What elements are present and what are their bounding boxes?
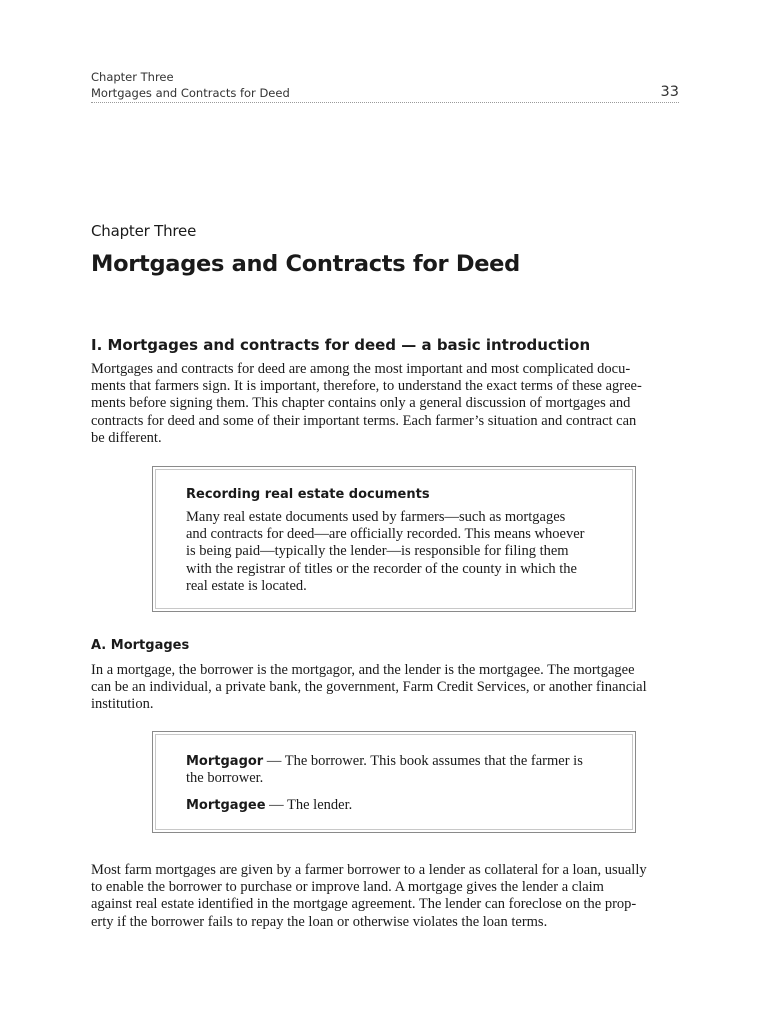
section-heading: I. Mortgages and contracts for deed — a basic introduction: [91, 336, 591, 354]
mortgagor-term: Mortgagor: [186, 754, 264, 769]
chapter-number-label: Chapter Three: [91, 222, 197, 240]
paragraph-line: be different.: [91, 429, 162, 446]
page-number: 33: [660, 84, 679, 100]
paragraph-line: contracts for deed and some of their important terms. Each farmer’s situation and contract can: [91, 412, 637, 429]
paragraph-line: erty if the borrower fails to repay the loan or otherwise violates the loan terms.: [91, 913, 548, 930]
paragraph-line: can be an individual, a private bank, the government, Farm Credit Services, or another financial: [91, 679, 647, 696]
header-chapter-subtitle: Mortgages and Contracts for Deed: [91, 86, 290, 100]
definition-line: [186, 753, 583, 770]
mortgagor-definition: [186, 753, 583, 787]
mortgagee-term: Mortgagee: [186, 798, 266, 813]
definition-line: [186, 797, 352, 814]
sidebar-line: Many real estate documents used by farmers—such as mortgages: [186, 509, 566, 525]
paragraph-line: In a mortgage, the borrower is the mortgagor, and the lender is the mortgagee. The mortgagee: [91, 662, 635, 678]
definitions-box: [152, 731, 636, 833]
recording-sidebar-box: [152, 466, 636, 612]
paragraph-line: Most farm mortgages are given by a farmer borrower to a lender as collateral for a loan, usually: [91, 862, 647, 878]
running-header: [91, 69, 679, 103]
intro-paragraph: [91, 361, 681, 447]
paragraph-line: ments before signing them. This chapter contains only a general discussion of mortgages and: [91, 395, 631, 412]
paragraph-line: against real estate identified in the mortgage agreement. The lender can foreclose on the prop-: [91, 896, 637, 913]
mortgagee-definition: [186, 797, 352, 814]
paragraph-line: ments that farmers sign. It is important, therefore, to understand the exact terms of these agree-: [91, 378, 642, 395]
definition-line: the borrower.: [186, 770, 264, 787]
paragraph-line: Mortgages and contracts for deed are among the most important and most complicated docu-: [91, 361, 631, 377]
mortgagor-def-text: — The borrower. This book assumes that the farmer is: [263, 753, 583, 769]
mortgages-subheading: A. Mortgages: [91, 638, 190, 653]
mortgagee-def-text: — The lender.: [265, 797, 353, 813]
paragraph-line: to enable the borrower to purchase or improve land. A mortgage gives the lender a claim: [91, 879, 604, 896]
closing-paragraph: [91, 862, 681, 931]
header-chapter-label: Chapter Three: [91, 70, 174, 84]
mortgages-paragraph: [91, 662, 681, 714]
paragraph-line: institution.: [91, 696, 154, 713]
sidebar-text: [186, 509, 584, 595]
sidebar-line: is being paid—typically the lender—is responsible for filing them: [186, 543, 569, 560]
chapter-title: Mortgages and Contracts for Deed: [91, 251, 520, 277]
sidebar-line: real estate is located.: [186, 577, 307, 594]
sidebar-line: and contracts for deed—are officially recorded. This means whoever: [186, 526, 585, 543]
sidebar-line: with the registrar of titles or the recorder of the county in which the: [186, 560, 577, 577]
sidebar-title: Recording real estate documents: [186, 487, 430, 502]
